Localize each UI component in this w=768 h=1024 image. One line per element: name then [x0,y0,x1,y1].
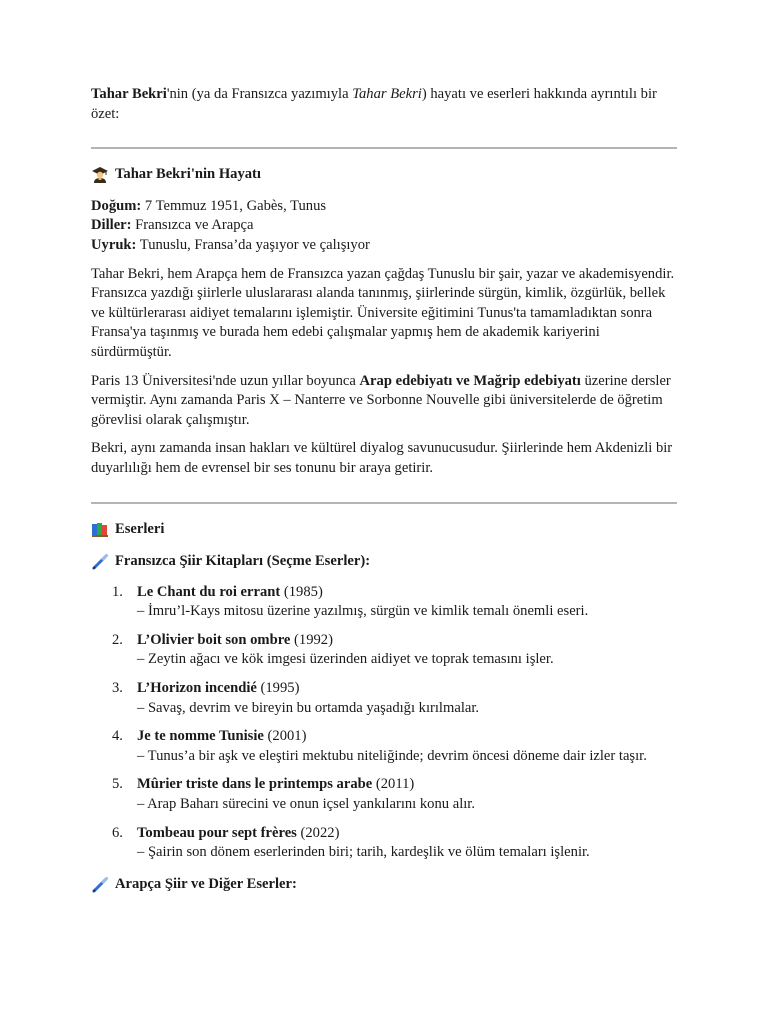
work-title: L’Olivier boit son ombre [137,631,291,648]
list-item [91,679,681,718]
work-description: – Tunus’a bir aşk ve eleştiri mektubu niteliğinde; devrim öncesi döneme dair izler taşır. [137,747,647,764]
work-title: L’Horizon incendié [137,680,257,697]
work-title: Tombeau pour sept frères [137,824,297,841]
works-heading [91,520,681,540]
divider [91,502,677,504]
work-description: – Savaş, devrim ve bireyin bu ortamda yaşadığı kırılmalar. [137,699,480,716]
work-description: – Zeytin ağacı ve kök imgesi üzerinden aidiyet ve toprak temasını işler. [137,651,554,668]
arabic-works-title: Arapça Şiir ve Diğer Eserler: [115,875,297,892]
life-paragraph-1: Tahar Bekri, hem Arapça hem de Fransızca yazan çağdaş Tunuslu bir şair, yazar ve akademisyendir. Fransızca yazdığı şiirlerle uluslararası alanda tanınmış, şiirlerinde sürgün, kimlik, özgürlük, bellek ve kültürlerarası aidiyet temalarını işlemiştir. Üniversite eğitimini Tunus'ta tamamladıktan sonra Fransa'ya taşınmış ve burada hem edebi çalışmalar yapmış hem de akademik kariyerini sürdürmüştür. [91,265,675,360]
work-description: – İmru’l-Kays mitosu üzerine yazılmış, sürgün ve kimlik temalı önemli eseri. [137,603,589,620]
graduate-icon [91,166,109,184]
french-works-list [91,583,681,863]
list-number: 3. [112,680,123,697]
fact-label: Diller: [91,217,132,234]
books-icon [91,520,109,538]
work-year: (2001) [263,728,307,745]
list-item [91,727,681,766]
fact-value: 7 Temmuz 1951, Gabès, Tunus [141,197,327,214]
fact-birth [91,197,681,217]
french-works-heading [91,552,681,572]
life-heading [91,165,681,185]
life-paragraph-2 [91,372,681,431]
list-number: 1. [112,583,123,600]
list-item [91,631,681,670]
intro-text-2: ) hayatı ve eserleri hakkında ayrıntılı bir özet: [91,86,657,122]
french-works-title: Fransızca Şiir Kitapları (Seçme Eserler): [115,553,371,570]
life-paragraph-3: Bekri, aynı zamanda insan hakları ve kültürel diyalog savunucusudur. Şiirlerinde hem Akdenizli bir duyarlılığı hem de evrensel bir ses tonunu bir araya getirir. [91,440,673,476]
list-number: 4. [112,728,123,745]
intro-name-bold: Tahar Bekri [91,86,167,102]
list-item [91,583,681,622]
life-title: Tahar Bekri'nin Hayatı [115,166,261,183]
fact-label: Uyruk: [91,236,137,253]
work-title: Je te nomme Tunisie [137,728,264,745]
list-number: 5. [112,776,123,793]
work-year: (1985) [280,583,323,600]
work-description: – Şairin son dönem eserlerinden biri; tarih, kardeşlik ve ölüm temaları işlenir. [137,844,590,861]
para2-text-a: Paris 13 Üniversitesi'nde uzun yıllar boyunca [91,372,360,389]
work-year: (1995) [256,680,300,697]
intro-name-italic: Tahar Bekri [352,86,422,102]
list-item [91,775,681,814]
work-title: Le Chant du roi errant [137,583,281,600]
life-facts [91,197,681,256]
para2-text-b: üzerine dersler vermiştir. Aynı zamanda Paris X – Nanterre ve Sorbonne Nouvelle gibi üniversitelerde de öğretim görevlisi olarak çalışmıştır. [91,372,671,428]
pen-icon [91,876,109,894]
fact-nationality [91,236,681,256]
work-year: (2022) [296,824,340,841]
list-number: 2. [112,631,123,648]
work-year: (2011) [372,776,415,793]
work-title: Mûrier triste dans le printemps arabe [137,776,373,793]
divider [91,147,677,149]
list-item [91,824,681,863]
document-content [91,85,681,894]
list-number: 6. [112,824,123,841]
work-year: (1992) [290,631,333,648]
work-description: – Arap Baharı sürecini ve onun içsel yankılarını konu alır. [137,796,475,813]
fact-label: Doğum: [91,197,142,214]
intro-text-1: 'nin (ya da Fransızca yazımıyla [166,86,353,102]
arabic-works-heading [91,875,681,895]
pen-icon [91,553,109,571]
para2-bold: Arap edebiyatı ve Mağrip edebiyatı [359,372,581,389]
fact-value: Tunuslu, Fransa’da yaşıyor ve çalışıyor [136,236,370,253]
intro-paragraph [91,85,681,124]
fact-languages [91,216,681,236]
works-title: Eserleri [115,520,165,537]
fact-value: Fransızca ve Arapça [131,217,254,234]
